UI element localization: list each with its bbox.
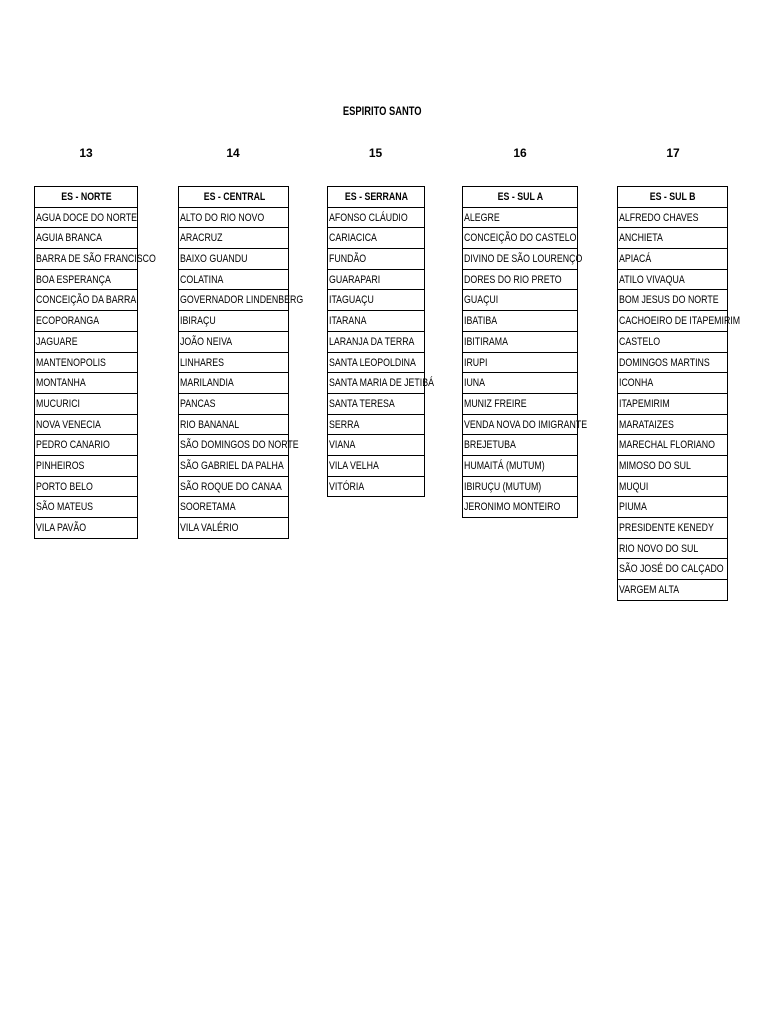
municipality-cell bbox=[327, 455, 425, 477]
municipality-name: IUNA bbox=[464, 377, 486, 390]
column-header bbox=[462, 186, 578, 208]
municipality-cell bbox=[462, 207, 578, 229]
municipality-name: MANTENOPOLIS bbox=[36, 356, 106, 369]
municipality-cell bbox=[178, 248, 289, 270]
municipality-name: AGUIA BRANCA bbox=[36, 232, 103, 245]
municipality-name: PEDRO CANARIO bbox=[36, 439, 110, 452]
column-header bbox=[617, 186, 728, 208]
municipality-name: DORES DO RIO PRETO bbox=[464, 273, 562, 286]
municipality-cell bbox=[617, 207, 728, 229]
municipality-name: DOMINGOS MARTINS bbox=[619, 356, 710, 369]
municipality-name: JOÃO NEIVA bbox=[180, 335, 233, 348]
municipality-cell bbox=[462, 289, 578, 311]
municipality-name: SÃO MATEUS bbox=[36, 501, 94, 514]
municipality-cell bbox=[178, 310, 289, 332]
municipality-cell bbox=[617, 227, 728, 249]
municipality-name: FUNDÃO bbox=[329, 253, 367, 266]
municipality-name: BAIXO GUANDU bbox=[180, 253, 248, 266]
municipality-cell bbox=[327, 414, 425, 436]
municipality-name: SANTA TERESA bbox=[329, 397, 395, 410]
municipality-name: JERONIMO MONTEIRO bbox=[464, 501, 561, 514]
municipality-name: PANCAS bbox=[180, 397, 216, 410]
municipality-name: SÃO DOMINGOS DO NORTE bbox=[180, 439, 299, 452]
column-header-label: ES - SUL B bbox=[650, 191, 696, 203]
region-table-es-norte bbox=[34, 186, 156, 539]
municipality-name: GUARAPARI bbox=[329, 273, 381, 286]
municipality-name: BREJETUBA bbox=[464, 439, 516, 452]
municipality-cell bbox=[617, 517, 728, 539]
municipality-name: PORTO BELO bbox=[36, 480, 93, 493]
municipality-cell bbox=[462, 455, 578, 477]
municipality-name: ICONHA bbox=[619, 377, 654, 390]
municipality-cell bbox=[34, 496, 138, 518]
municipality-cell bbox=[178, 269, 289, 291]
municipality-cell bbox=[617, 476, 728, 498]
municipality-cell bbox=[617, 434, 728, 456]
municipality-name: VENDA NOVA DO IMIGRANTE bbox=[464, 418, 588, 431]
region-table-es-sul-a bbox=[462, 186, 588, 518]
municipality-name: VIANA bbox=[329, 439, 356, 452]
municipality-cell bbox=[617, 558, 728, 580]
municipality-name: BOA ESPERANÇA bbox=[36, 273, 111, 286]
municipality-cell bbox=[462, 227, 578, 249]
municipality-name: ECOPORANGA bbox=[36, 315, 100, 328]
municipality-name: MARATAIZES bbox=[619, 418, 674, 431]
municipality-name: IBIRAÇU bbox=[180, 315, 216, 328]
municipality-cell bbox=[327, 352, 425, 374]
municipality-name: ANCHIETA bbox=[619, 232, 663, 245]
municipality-name: IBITIRAMA bbox=[464, 335, 509, 348]
municipality-name: MUNIZ FREIRE bbox=[464, 397, 527, 410]
municipality-cell bbox=[178, 393, 289, 415]
municipality-name: LARANJA DA TERRA bbox=[329, 335, 415, 348]
municipality-name: MARECHAL FLORIANO bbox=[619, 439, 716, 452]
municipality-name: VARGEM ALTA bbox=[619, 584, 680, 597]
municipality-cell bbox=[617, 538, 728, 560]
municipality-cell bbox=[178, 289, 304, 311]
municipality-cell bbox=[327, 372, 434, 394]
municipality-name: CONCEIÇÃO DA BARRA bbox=[36, 294, 137, 307]
municipality-cell bbox=[34, 207, 138, 229]
municipality-cell bbox=[617, 331, 728, 353]
municipality-name: BOM JESUS DO NORTE bbox=[619, 294, 719, 307]
municipality-cell bbox=[178, 372, 289, 394]
municipality-name: ITAPEMIRIM bbox=[619, 397, 670, 410]
municipality-cell bbox=[178, 331, 289, 353]
municipality-name: VILA PAVÃO bbox=[36, 522, 87, 534]
municipality-cell bbox=[178, 414, 289, 436]
municipality-cell bbox=[34, 289, 138, 311]
municipality-name: ARACRUZ bbox=[180, 232, 223, 245]
municipality-name: MUQUI bbox=[619, 480, 649, 493]
municipality-name: SÃO JOSÉ DO CALÇADO bbox=[619, 563, 724, 576]
municipality-cell bbox=[178, 227, 289, 249]
municipality-name: SERRA bbox=[329, 418, 360, 431]
municipality-name: ATILO VIVAQUA bbox=[619, 273, 685, 286]
municipality-cell bbox=[617, 269, 728, 291]
municipality-name: CONCEIÇÃO DO CASTELO bbox=[464, 232, 577, 245]
municipality-cell bbox=[462, 476, 578, 498]
municipality-cell bbox=[617, 310, 741, 332]
municipality-name: VILA VALÉRIO bbox=[180, 522, 239, 534]
column-header bbox=[178, 186, 289, 208]
municipality-cell bbox=[617, 372, 728, 394]
municipality-name: SOORETAMA bbox=[180, 501, 236, 514]
municipality-cell bbox=[462, 496, 578, 518]
municipality-cell bbox=[327, 207, 425, 229]
municipality-name: BARRA DE SÃO FRANCISCO bbox=[36, 253, 156, 266]
municipality-name: IBATIBA bbox=[464, 315, 498, 328]
municipality-cell bbox=[327, 476, 425, 498]
municipality-cell bbox=[34, 476, 138, 498]
municipality-cell bbox=[178, 517, 289, 539]
municipality-cell bbox=[462, 393, 578, 415]
municipality-cell bbox=[34, 434, 138, 456]
municipality-cell bbox=[34, 352, 138, 374]
municipality-cell bbox=[617, 352, 728, 374]
region-table-es-central bbox=[178, 186, 304, 539]
municipality-cell bbox=[178, 352, 289, 374]
municipality-name: APIACÁ bbox=[619, 253, 652, 266]
municipality-name: COLATINA bbox=[180, 273, 224, 286]
municipality-name: ITAGUAÇU bbox=[329, 294, 374, 307]
region-number-14: 14 bbox=[226, 146, 240, 160]
municipality-name: LINHARES bbox=[180, 356, 225, 369]
municipality-name: JAGUARE bbox=[36, 335, 78, 348]
municipality-cell bbox=[462, 310, 578, 332]
municipality-name: IBIRUÇU (MUTUM) bbox=[464, 480, 542, 493]
column-header bbox=[34, 186, 138, 208]
region-number-17: 17 bbox=[666, 146, 680, 160]
municipality-cell bbox=[617, 496, 728, 518]
municipality-name: CACHOEIRO DE ITAPEMIRIM bbox=[619, 315, 741, 328]
municipality-cell bbox=[617, 248, 728, 270]
municipality-name: DIVINO DE SÃO LOURENÇO bbox=[464, 253, 583, 266]
municipality-cell bbox=[178, 476, 289, 498]
municipality-name: MUCURICI bbox=[36, 397, 80, 410]
municipality-cell bbox=[462, 269, 578, 291]
region-table-es-serrana bbox=[327, 186, 434, 497]
municipality-name: PIUMA bbox=[619, 501, 647, 514]
municipality-cell bbox=[327, 248, 425, 270]
municipality-name: GOVERNADOR LINDENBERG bbox=[180, 294, 304, 307]
municipality-name: SÃO ROQUE DO CANAA bbox=[180, 480, 282, 493]
municipality-cell bbox=[178, 207, 289, 229]
municipality-cell bbox=[327, 227, 425, 249]
municipality-cell bbox=[617, 414, 728, 436]
page-title: ESPIRITO SANTO bbox=[342, 104, 422, 118]
municipality-cell bbox=[34, 248, 156, 270]
municipality-cell bbox=[34, 455, 138, 477]
municipality-cell bbox=[327, 289, 425, 311]
municipality-cell bbox=[617, 289, 728, 311]
municipality-cell bbox=[34, 372, 138, 394]
municipality-name: ITARANA bbox=[329, 315, 367, 328]
column-header-label: ES - SUL A bbox=[497, 191, 544, 203]
municipality-cell bbox=[617, 393, 728, 415]
municipality-name: HUMAITÁ (MUTUM) bbox=[464, 459, 545, 472]
region-number-13: 13 bbox=[79, 146, 93, 160]
municipality-cell bbox=[462, 248, 583, 270]
municipality-cell bbox=[462, 372, 578, 394]
municipality-cell bbox=[34, 269, 138, 291]
municipality-name: AGUA DOCE DO NORTE bbox=[36, 211, 138, 224]
municipality-name: RIO NOVO DO SUL bbox=[619, 542, 699, 555]
municipality-name: RIO BANANAL bbox=[180, 418, 240, 431]
column-header-label: ES - NORTE bbox=[61, 191, 112, 203]
municipality-cell bbox=[327, 434, 425, 456]
municipality-cell bbox=[34, 414, 138, 436]
municipality-name: AFONSO CLÁUDIO bbox=[329, 211, 408, 224]
municipality-name: NOVA VENECIA bbox=[36, 418, 101, 431]
municipality-name: SANTA MARIA DE JETIBÁ bbox=[329, 377, 434, 390]
region-table-es-sul-b bbox=[617, 186, 741, 601]
municipality-cell bbox=[34, 310, 138, 332]
region-number-16: 16 bbox=[513, 146, 527, 160]
column-header-label: ES - SERRANA bbox=[344, 191, 409, 203]
municipality-name: IRUPI bbox=[464, 356, 488, 369]
column-header bbox=[327, 186, 425, 208]
municipality-cell bbox=[462, 414, 588, 436]
municipality-cell bbox=[617, 579, 728, 601]
municipality-cell bbox=[462, 352, 578, 374]
municipality-name: PINHEIROS bbox=[36, 459, 85, 472]
region-number-15: 15 bbox=[368, 146, 383, 160]
municipality-cell bbox=[327, 393, 425, 415]
municipality-cell bbox=[462, 331, 578, 353]
municipality-name: CASTELO bbox=[619, 335, 661, 348]
column-header-label: ES - CENTRAL bbox=[203, 191, 265, 203]
municipality-cell bbox=[462, 434, 578, 456]
municipality-name: VITÓRIA bbox=[329, 480, 365, 493]
municipality-name: VILA VELHA bbox=[329, 459, 379, 472]
municipality-cell bbox=[34, 227, 138, 249]
municipality-name: SANTA LEOPOLDINA bbox=[329, 356, 416, 369]
municipality-name: MARILANDIA bbox=[180, 377, 234, 390]
municipality-cell bbox=[327, 331, 425, 353]
municipality-cell bbox=[178, 455, 289, 477]
municipality-name: MIMOSO DO SUL bbox=[619, 459, 691, 472]
municipality-cell bbox=[327, 269, 425, 291]
municipality-cell bbox=[617, 455, 728, 477]
municipality-cell bbox=[178, 434, 299, 456]
municipality-cell bbox=[34, 393, 138, 415]
municipality-name: GUAÇUI bbox=[464, 294, 499, 307]
municipality-name: SÃO GABRIEL DA PALHA bbox=[180, 459, 284, 472]
municipality-cell bbox=[327, 310, 425, 332]
municipality-name: ALEGRE bbox=[464, 211, 500, 224]
municipality-name: MONTANHA bbox=[36, 377, 86, 390]
municipality-cell bbox=[178, 496, 289, 518]
municipality-name: PRESIDENTE KENEDY bbox=[619, 522, 714, 534]
municipality-name: CARIACICA bbox=[329, 232, 377, 245]
municipality-cell bbox=[34, 517, 138, 539]
municipality-name: ALTO DO RIO NOVO bbox=[180, 211, 265, 224]
municipality-name: ALFREDO CHAVES bbox=[619, 211, 699, 224]
municipality-cell bbox=[34, 331, 138, 353]
